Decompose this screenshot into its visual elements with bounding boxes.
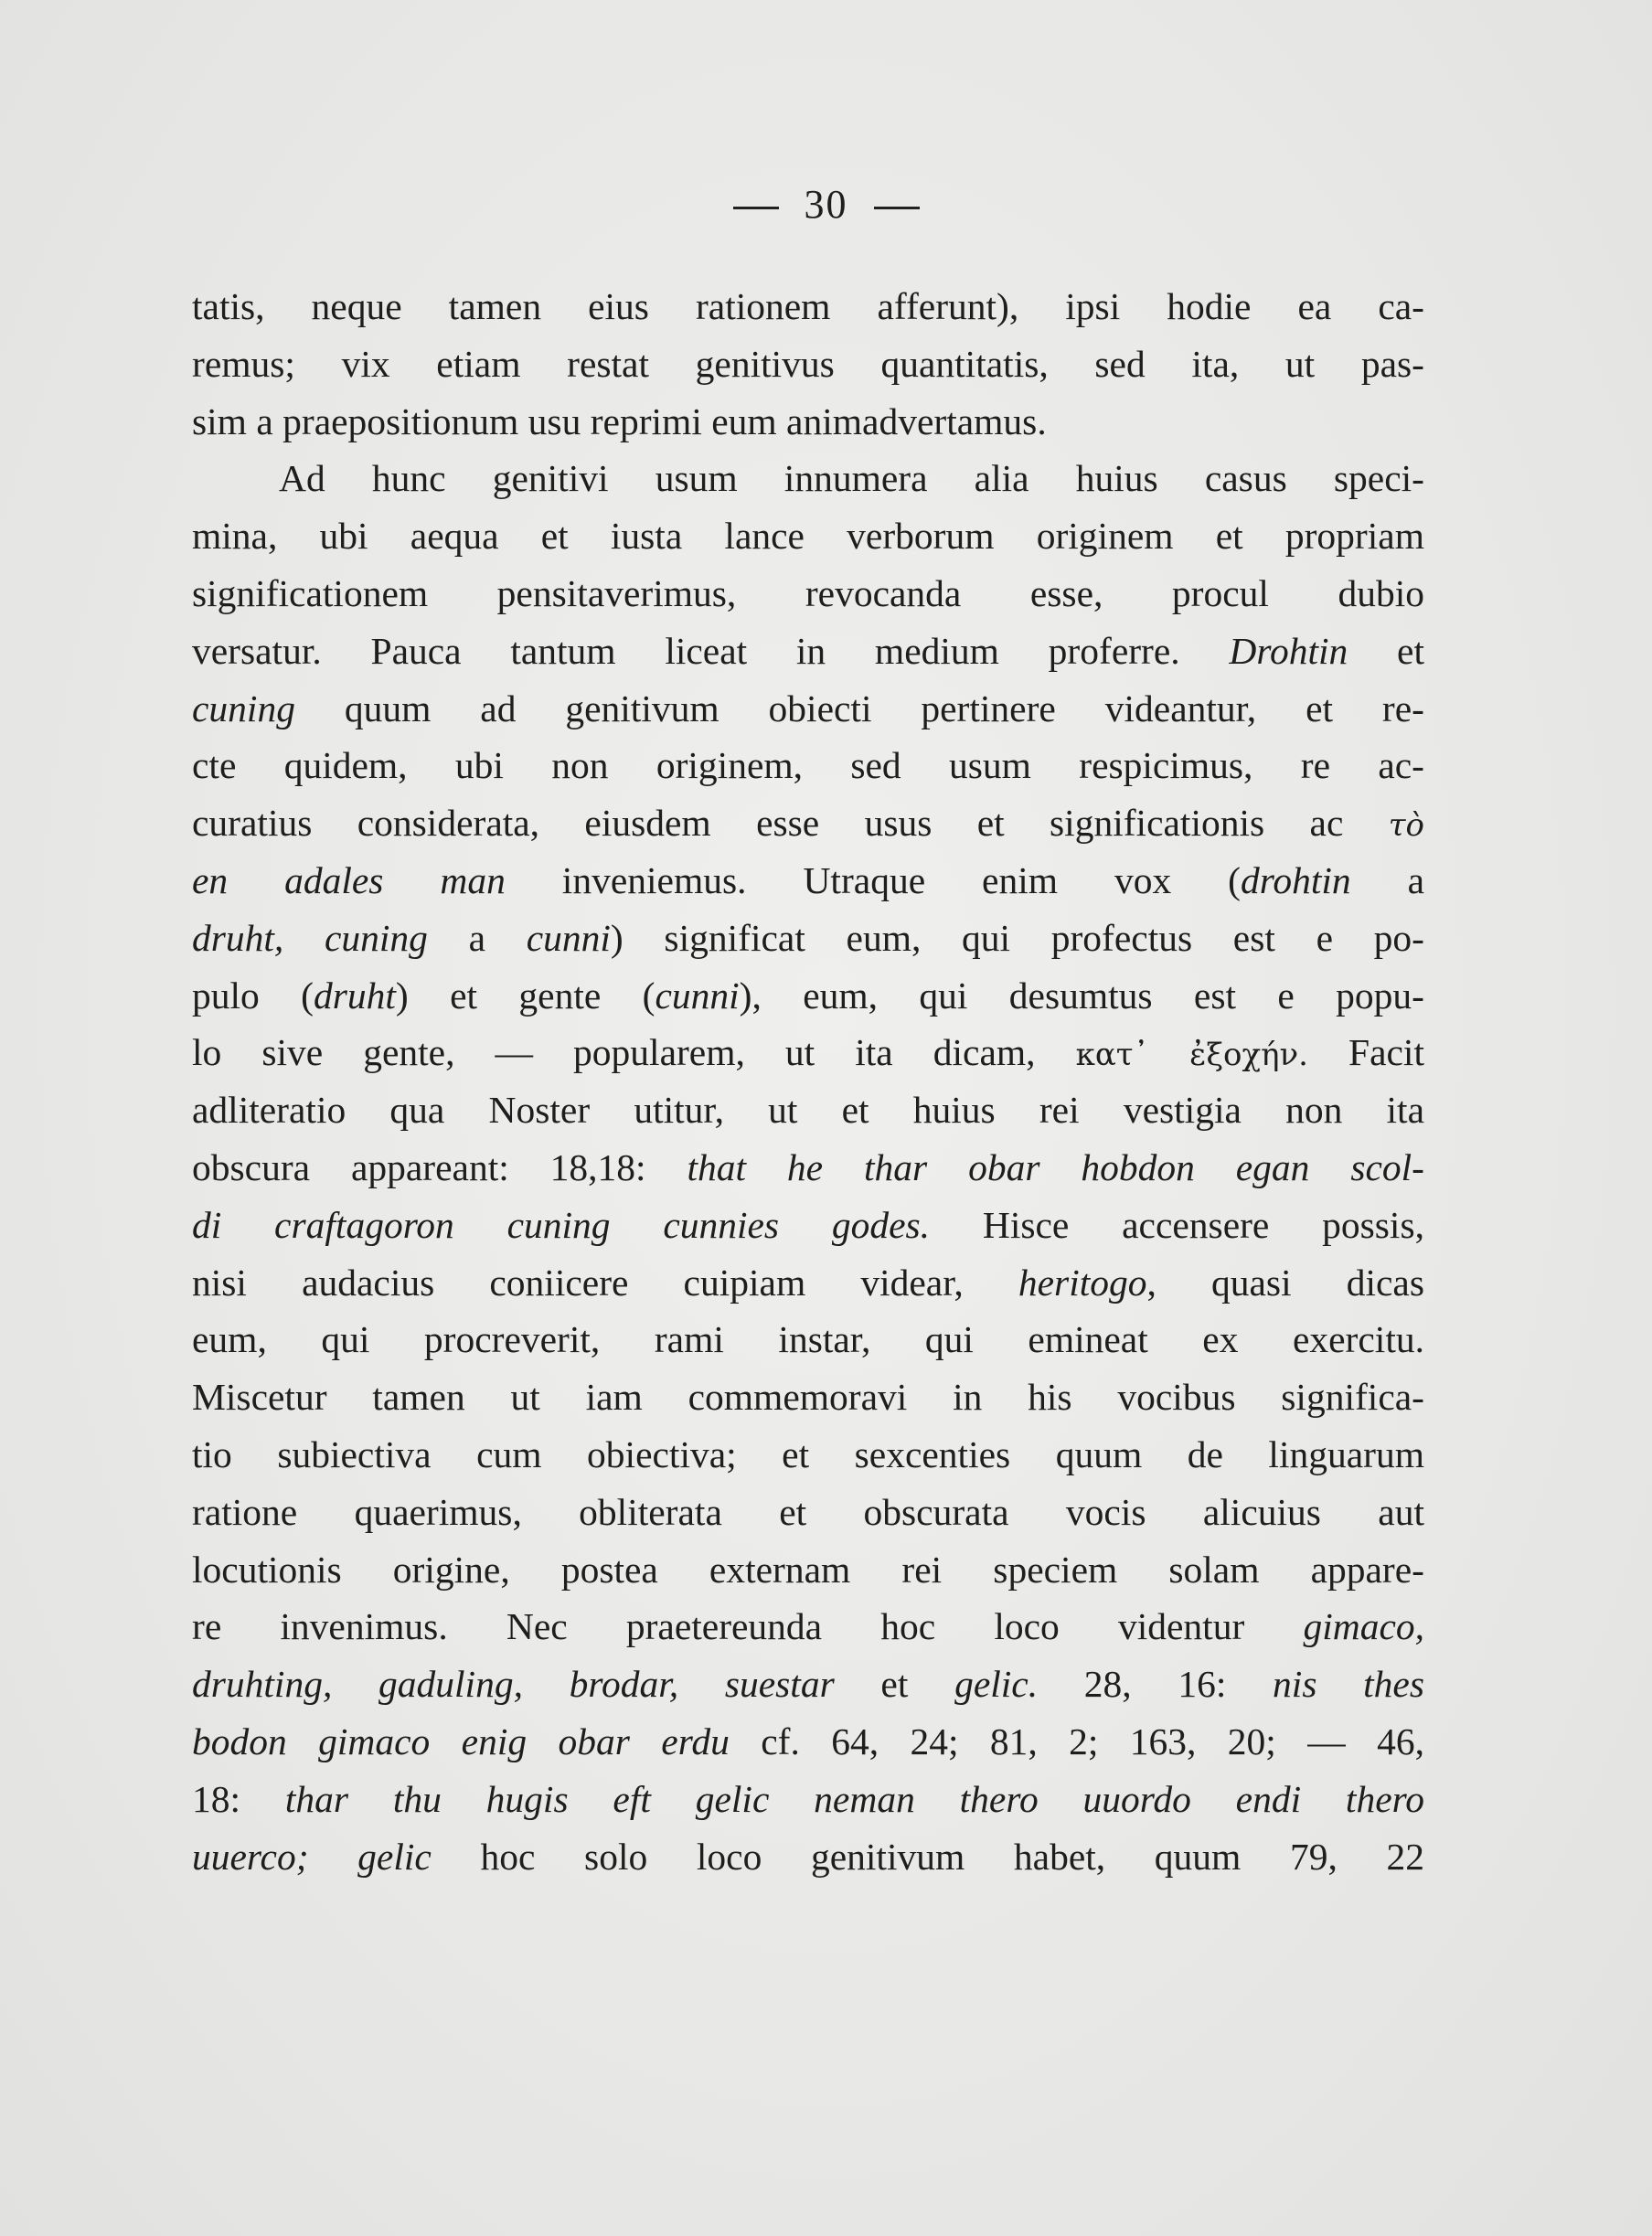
text-line: bodon gimaco enig obar erdu cf. 64, 24; 81, 2; 163, 20; — 46, xyxy=(192,1720,1424,1762)
header-dash-left xyxy=(733,207,779,209)
text-line: cte quidem, ubi non originem, sed usum respicimus, re ac- xyxy=(192,744,1424,787)
text-line: obscura appareant: 18,18: that he thar obar hobdon egan scol- xyxy=(192,1145,1424,1188)
text-line: significationem pensitaverimus, revocanda esse, procul dubio xyxy=(192,571,1424,614)
page-number: 30 xyxy=(804,182,848,227)
text-line: pulo (druht) et gente (cunni), eum, qui desumtus est e popu- xyxy=(192,974,1424,1017)
text-line: mina, ubi aequa et iusta lance verborum originem et propriam xyxy=(192,515,1424,558)
text-line: re invenimus. Nec praetereunda hoc loco videntur gimaco, xyxy=(192,1605,1424,1648)
text-line: versatur. Pauca tantum liceat in medium proferre. Drohtin et xyxy=(192,629,1425,672)
text-line: tio subiectiva cum obiectiva; et sexcenties quum de linguarum xyxy=(192,1432,1424,1475)
header-dash-right xyxy=(874,207,920,209)
text-line: curatius considerata, eiusdem esse usus et significationis ac τὸ xyxy=(192,802,1424,845)
text-line: remus; vix etiam restat genitivus quantitatis, sed ita, ut pas- xyxy=(192,342,1424,385)
text-line: di craftagoron cuning cunnies godes. Hisce accensere possis, xyxy=(192,1203,1424,1246)
text-line: eum, qui procreverit, rami instar, qui emineat ex exercitu. xyxy=(192,1318,1424,1361)
page-header xyxy=(0,181,1652,228)
text-line: uuerco; gelic hoc solo loco genitivum habet, quum 79, 22 xyxy=(192,1835,1424,1878)
text-line: lo sive gente, — popularem, ut ita dicam, κατ᾽ ἐξοχήν. Facit xyxy=(192,1031,1424,1074)
text-line: sim a praepositionum usu reprimi eum animadvertamus. xyxy=(192,399,1047,442)
body-text xyxy=(192,278,1424,1885)
text-line: druht, cuning a cunni) significat eum, qui profectus est e po- xyxy=(192,916,1424,959)
text-line: nisi audacius coniicere cuipiam videar, heritogo, quasi dicas xyxy=(192,1261,1424,1304)
text-line: cuning quum ad genitivum obiecti pertinere videantur, et re- xyxy=(192,687,1424,729)
text-line: ratione quaerimus, obliterata et obscurata vocis alicuius aut xyxy=(192,1490,1424,1533)
text-line: 18: thar thu hugis eft gelic neman thero uuordo endi thero xyxy=(192,1777,1424,1820)
text-line: Miscetur tamen ut iam commemoravi in his vocibus significa- xyxy=(192,1376,1424,1419)
text-line: adliteratio qua Noster utitur, ut et huius rei vestigia non ita xyxy=(192,1089,1424,1132)
text-line: tatis, neque tamen eius rationem afferunt), ipsi hodie ea ca- xyxy=(192,285,1424,327)
text-line: Ad hunc genitivi usum innumera alia huius casus speci- xyxy=(279,457,1424,500)
text-line: druhting, gaduling, brodar, suestar et gelic. 28, 16: nis thes xyxy=(192,1663,1425,1706)
text-line: locutionis origine, postea externam rei speciem solam appare- xyxy=(192,1548,1424,1591)
text-line: en adales man inveniemus. Utraque enim vox (drohtin a xyxy=(192,858,1424,901)
